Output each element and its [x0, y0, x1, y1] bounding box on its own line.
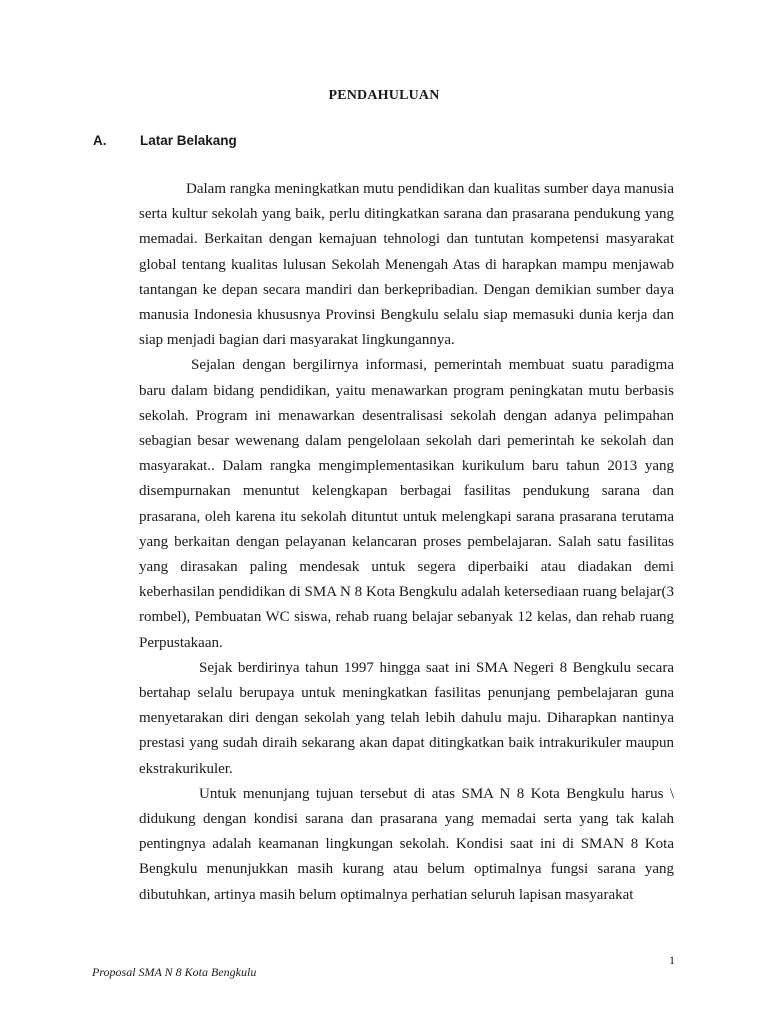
paragraph: Sejalan dengan bergilirnya informasi, pemerintah membuat suatu paradigma baru dalam bidang pendidikan, yaitu menawarkan program peningkatan mutu berbasis sekolah. Program ini menawarkan desentralisasi sekolah dengan adanya pelimpahan sebagian besar wewenang dalam pengelolaan sekolah dari pemerintah ke sekolah dan masyarakat.. Dalam rangka mengimplementasikan kurikulum baru tahun 2013 yang disempurnakan menuntut kelengkapan berbagai fasilitas pendukung sarana dan prasarana, oleh karena itu sekolah dituntut untuk melengkapi sarana prasarana terutama yang berkaitan dengan pelayanan kelancaran proses pembelajaran. Salah satu fasilitas yang dirasakan paling mendesak untuk segera diperbaiki atau diadakan demi keberhasilan pendidikan di SMA N 8 Kota Bengkulu adalah ketersediaan ruang belajar(3 rombel), Pembuatan WC siswa, rehab ruang belajar sebanyak 12 kelas, dan rehab ruang Perpustakaan.	[139, 357, 674, 651]
paragraph: Dalam rangka meningkatkan mutu pendidikan dan kualitas sumber daya manusia serta kultur sekolah yang baik, perlu ditingkatkan sarana dan prasarana pendukung yang memadai. Berkaitan dengan kemajuan tehnologi dan tuntutan kompetensi masyarakat global tentang kualitas lulusan Sekolah Menengah Atas di harapkan mampu menjawab tantangan ke depan secara mandiri dan berkepribadian. Dengan demikian sumber daya manusia Indonesia khususnya Provinsi Bengkulu selalu siap memasuki dunia kerja dan siap menjadi bagian dari masyarakat lingkungannya.	[139, 181, 674, 349]
page-title: PENDAHULUAN	[328, 88, 440, 103]
body-text	[139, 177, 674, 908]
section-title: Latar Belakang	[140, 133, 237, 148]
footer-text: Proposal SMA N 8 Kota Bengkulu	[92, 965, 257, 979]
paragraph: Sejak berdirinya tahun 1997 hingga saat ini SMA Negeri 8 Bengkulu secara bertahap selalu berupaya untuk meningkatkan fasilitas penunjang pembelajaran guna menyetarakan diri dengan sekolah yang telah lebih dahulu maju. Diharapkan nantinya prestasi yang sudah diraih sekarang akan dapat ditingkatkan baik intrakurikuler maupun ekstrakurikuler.	[139, 659, 674, 777]
page-number: 1	[669, 953, 675, 967]
paragraph: Untuk menunjang tujuan tersebut di atas SMA N 8 Kota Bengkulu harus \ didukung dengan kondisi sarana dan prasarana yang memadai serta yang tak kalah pentingnya adalah keamanan lingkungan sekolah. Kondisi saat ini di SMAN 8 Kota Bengkulu menunjukkan masih kurang atau belum optimalnya fungsi sarana yang dibutuhkan, artinya masih belum optimalnya perhatian seluruh lapisan masyarakat	[139, 785, 674, 903]
section-heading	[93, 133, 237, 148]
section-number: A.	[93, 133, 107, 148]
